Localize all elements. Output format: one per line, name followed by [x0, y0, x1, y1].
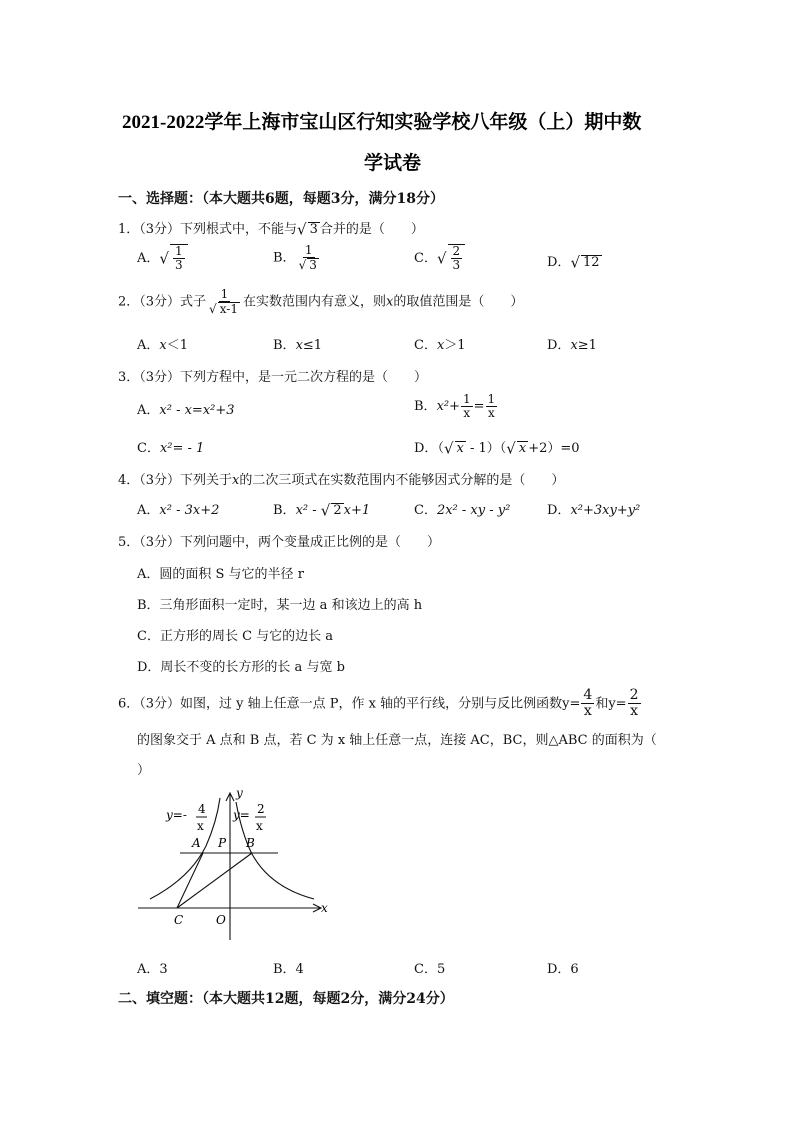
- q5-option-a: A．圆的面积 S 与它的半径 r: [137, 567, 304, 582]
- label-point-b: B: [246, 836, 255, 850]
- question-1-stem: 1．（3分）下列根式中，不能与√ 3 合并的是（ ）: [118, 220, 424, 239]
- q5-option-b: B．三角形面积一定时，某一边 a 和该边上的高 h: [137, 598, 423, 613]
- q2-option-c: C．x＞1: [414, 338, 466, 353]
- segment-bc: [177, 853, 252, 908]
- q2-option-a: A．x＜1: [137, 338, 189, 353]
- q6-option-c: C．5: [414, 962, 446, 977]
- q6-option-b: B．4: [273, 962, 304, 977]
- label-point-a: A: [192, 836, 201, 850]
- q1-stem-radicand: 3: [309, 222, 318, 237]
- label-origin: O: [216, 913, 226, 927]
- label-left-func-den: x: [197, 819, 204, 833]
- q4-option-a: A．x² - 3x+2: [137, 503, 220, 518]
- q6-figure: [130, 780, 350, 948]
- segment-ac: [177, 853, 203, 908]
- label-left-func-a: y=-: [166, 808, 187, 822]
- q1-option-c: C．√ $\frac{2}{3}$: [414, 244, 465, 272]
- question-4-stem: 4．（3分）下列关于x的二次三项式在实数范围内不能够因式分解的是（ ）: [118, 473, 565, 488]
- title-line-2: 学试卷: [364, 153, 422, 174]
- q6-option-d: D．6: [547, 962, 579, 977]
- q3-option-a: A．x² - x=x²+3: [137, 403, 235, 418]
- question-6-stem-line-1: 6．（3分）如图，过 y 轴上任意一点 P，作 x 轴的平行线，分别与反比例函数y= $\frac{4}{x}$ 和y= $\frac{2}{x}$: [118, 687, 639, 720]
- q1-option-b: B． $\frac{1}{√ 3}$: [273, 243, 317, 273]
- label-right-func-a: y=: [233, 808, 250, 822]
- question-5-stem: 5．（3分）下列问题中，两个变量成正比例的是（ ）: [118, 535, 441, 550]
- q5-option-d: D．周长不变的长方形的长 a 与宽 b: [137, 660, 345, 675]
- q1-stem-b: 合并的是（ ）: [319, 222, 424, 237]
- q4-option-d: D．x²+3xy+y²: [547, 503, 641, 518]
- q4-option-c: C．2x² - xy - y²: [414, 503, 511, 518]
- title-line-1: 2021-2022学年上海市宝山区行知实验学校八年级（上）期中数: [122, 112, 642, 133]
- section-heading-choice: 一、选择题：（本大题共6题，每题3分，满分18分）: [118, 191, 444, 207]
- label-x: x: [321, 901, 328, 915]
- q3-option-b: B．x²+ $\frac{1}{x}$ = $\frac{1}{x}$: [414, 392, 496, 421]
- q1-option-a: A．√ $\frac{1}{3}$: [137, 244, 188, 272]
- question-6-stem-line-3: ）: [137, 763, 151, 778]
- q2-option-d: D．x≥1: [547, 338, 597, 353]
- section-heading-fill: 二、填空题：（本大题共12题，每题2分，满分24分）: [118, 991, 454, 1007]
- label-point-p: P: [218, 836, 227, 850]
- question-3-stem: 3．（3分）下列方程中，是一元二次方程的是（ ）: [118, 370, 428, 385]
- label-left-func-num: 4: [198, 802, 206, 816]
- q2-option-b: B．x≤1: [273, 338, 323, 353]
- q3-option-d: D．（√ x - 1）（√ x +2）=0: [414, 439, 580, 458]
- q5-option-c: C．正方形的周长 C 与它的边长 a: [137, 629, 334, 644]
- q1-option-d: D．√ 12: [547, 253, 600, 272]
- q3-option-c: C．x²= - 1: [137, 441, 205, 456]
- label-y: y: [236, 786, 243, 800]
- label-point-c: C: [174, 913, 184, 927]
- question-6-stem-line-2: 的图象交于 A 点和 B 点，若 C 为 x 轴上任意一点，连接 AC，BC，则△ABC 的面积为（: [137, 733, 657, 748]
- label-right-func-num: 2: [257, 802, 265, 816]
- question-2-stem: 2．（3分）式子 $\frac{1}{√ x-1}$ 在实数范围内有意义，则x的取值范围是（ ）: [118, 287, 524, 317]
- label-right-func-den: x: [256, 819, 263, 833]
- q4-option-b: B．x² - √ 2 x+1: [273, 501, 371, 520]
- q6-option-a: A．3: [137, 962, 168, 977]
- q1-stem-a: 1．（3分）下列根式中，不能与: [118, 222, 298, 237]
